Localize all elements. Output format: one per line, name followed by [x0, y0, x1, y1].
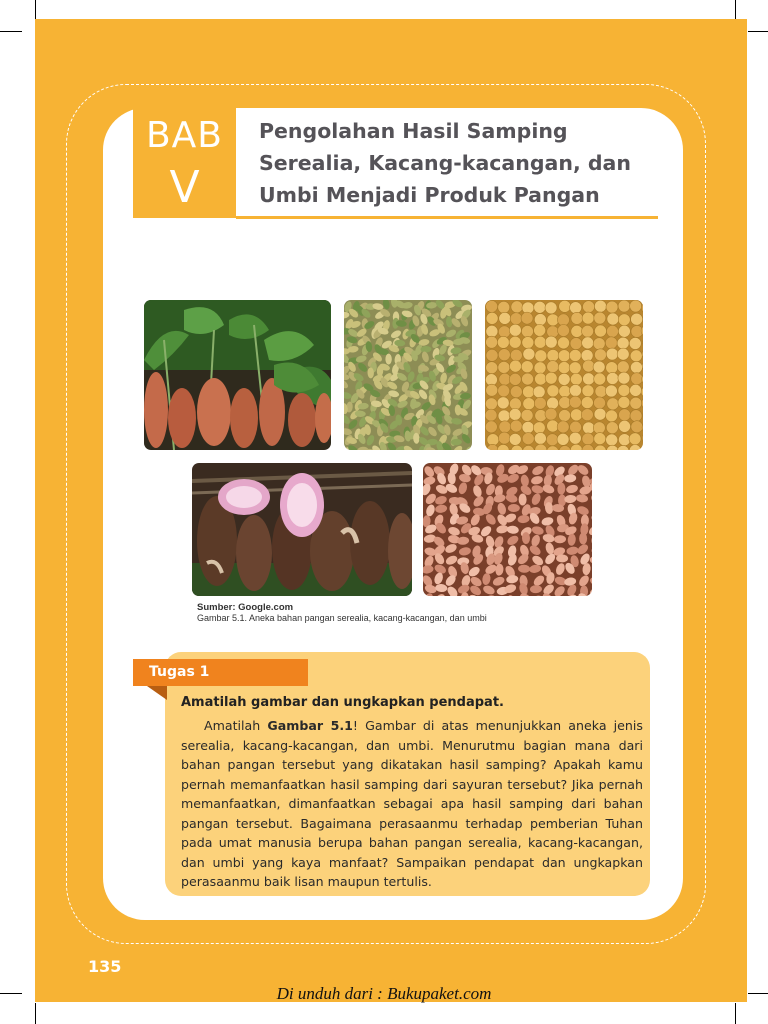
- crop-mark: [0, 31, 22, 32]
- figure-source: Sumber: Google.com: [197, 602, 294, 613]
- chapter-title: Pengolahan Hasil Samping Serealia, Kacang-kacangan, dan Umbi Menjadi Produk Pangan: [259, 119, 631, 207]
- figure-caption: Gambar 5.1. Aneka bahan pangan serealia, kacang-kacangan, dan umbi: [197, 613, 487, 623]
- task-body-text: ! Gambar di atas menunjukkan aneka jenis serealia, kacang-kacangan, dan umbi. Menurutmu bagian mana dari bahan pangan tersebut yang dikatakan hasil samping? Apakah kamu pernah memanfaatkan hasil samping dari sayuran tersebut? Jika pernah memanfaatkan, dimanfaatkan sebagai apa hasil samping dari bahan pangan tersebut. Bagaimana perasaanmu terhadap pemberian Tuhan pada umat manusia berupa bahan pangan serealia, kacang-kacangan, dan umbi yang kaya manfaat? Sampaikan pendapat dan ungkapkan perasaanmu baik lisan maupun tertulis.: [181, 718, 643, 889]
- soybean-photo: [485, 300, 643, 450]
- chapter-number: V: [169, 162, 200, 213]
- chapter-label: BAB: [145, 115, 224, 156]
- peanut-photo: [423, 463, 592, 596]
- task-body-prefix: Amatilah: [204, 718, 268, 733]
- sweet-potato-photo: [144, 300, 331, 450]
- grain-photo: [344, 300, 472, 450]
- page-number: 135: [88, 957, 122, 976]
- crop-mark: [735, 1003, 736, 1024]
- task-heading: Amatilah gambar dan ungkapkan pendapat.: [181, 695, 504, 710]
- crop-mark: [748, 31, 768, 32]
- footer-source: Di unduh dari : Bukupaket.com: [276, 984, 492, 1003]
- crop-mark: [735, 0, 736, 19]
- crop-mark: [35, 1003, 36, 1024]
- task-figure-ref: Gambar 5.1: [267, 718, 353, 733]
- task-tab-fold: [147, 686, 167, 700]
- crop-mark: [35, 0, 36, 19]
- chapter-badge: [133, 108, 236, 218]
- cassava-photo: [192, 463, 412, 596]
- task-body: [181, 716, 643, 892]
- task-tab: Tugas 1: [133, 659, 308, 686]
- title-underline: [236, 216, 658, 219]
